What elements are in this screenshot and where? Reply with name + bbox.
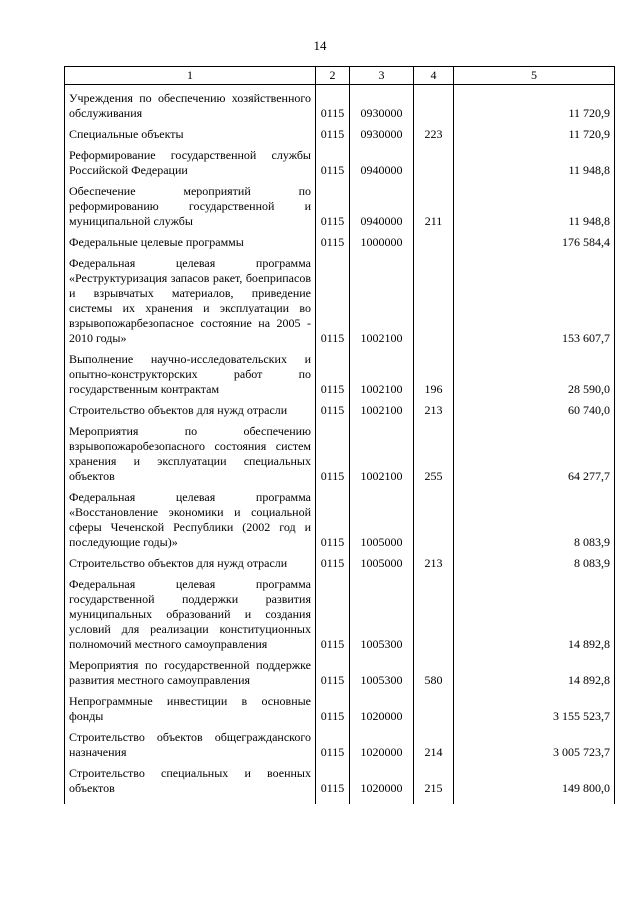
table-row	[65, 121, 615, 142]
amount-cell: 176 584,4	[454, 229, 615, 250]
section-code-cell: 0115	[316, 229, 350, 250]
item-name-cell: Учреждения по обеспечению хозяйственного обслуживания	[65, 85, 316, 122]
table-row	[65, 760, 615, 804]
expense-type-cell	[414, 229, 454, 250]
table-row	[65, 571, 615, 652]
expense-type-cell: 211	[414, 178, 454, 229]
section-code-cell: 0115	[316, 418, 350, 484]
amount-cell: 64 277,7	[454, 418, 615, 484]
target-article-cell: 1002100	[350, 346, 414, 397]
section-code-cell: 0115	[316, 178, 350, 229]
item-name-cell: Мероприятия по обеспечению взрывопожаробезопасного состояния систем хранения и эксплуатации специальных объектов	[65, 418, 316, 484]
section-code-cell: 0115	[316, 85, 350, 122]
target-article-cell: 1020000	[350, 724, 414, 760]
amount-cell: 8 083,9	[454, 484, 615, 550]
table-row	[65, 250, 615, 346]
section-code-cell: 0115	[316, 121, 350, 142]
expense-type-cell: 223	[414, 121, 454, 142]
amount-cell: 28 590,0	[454, 346, 615, 397]
amount-cell: 149 800,0	[454, 760, 615, 804]
column-header-3: 3	[350, 67, 414, 85]
target-article-cell: 0940000	[350, 142, 414, 178]
target-article-cell: 1020000	[350, 760, 414, 804]
expense-type-cell: 255	[414, 418, 454, 484]
expense-type-cell	[414, 85, 454, 122]
amount-cell: 14 892,8	[454, 652, 615, 688]
page-number: 14	[313, 38, 327, 53]
table-row	[65, 484, 615, 550]
table-row	[65, 418, 615, 484]
item-name-cell: Федеральная целевая программа государственной поддержки развития муниципальных образований и создания условий для реализации конституционных полномочий местного самоуправления	[65, 571, 316, 652]
table-row	[65, 142, 615, 178]
table-row	[65, 724, 615, 760]
amount-cell: 11 948,8	[454, 178, 615, 229]
target-article-cell: 1005000	[350, 550, 414, 571]
target-article-cell: 1002100	[350, 250, 414, 346]
amount-cell: 14 892,8	[454, 571, 615, 652]
target-article-cell: 1005300	[350, 652, 414, 688]
column-header-5: 5	[454, 67, 615, 85]
header-row	[65, 67, 615, 85]
expense-type-cell	[414, 250, 454, 346]
section-code-cell: 0115	[316, 724, 350, 760]
table-row	[65, 688, 615, 724]
table-row	[65, 397, 615, 418]
amount-cell: 3 005 723,7	[454, 724, 615, 760]
budget-table	[64, 66, 615, 804]
table-row	[65, 178, 615, 229]
section-code-cell: 0115	[316, 346, 350, 397]
expense-type-cell: 214	[414, 724, 454, 760]
table-row	[65, 85, 615, 122]
column-header-1: 1	[65, 67, 316, 85]
table-body	[65, 85, 615, 805]
section-code-cell: 0115	[316, 652, 350, 688]
table-row	[65, 346, 615, 397]
table-row	[65, 652, 615, 688]
expense-type-cell	[414, 484, 454, 550]
section-code-cell: 0115	[316, 142, 350, 178]
expense-type-cell: 213	[414, 550, 454, 571]
section-code-cell: 0115	[316, 250, 350, 346]
expense-type-cell: 215	[414, 760, 454, 804]
target-article-cell: 1002100	[350, 418, 414, 484]
item-name-cell: Мероприятия по государственной поддержке развития местного самоуправления	[65, 652, 316, 688]
item-name-cell: Федеральная целевая программа «Реструктуризация запасов ракет, боеприпасов и взрывчатых материалов, приведение системы их хранения и эксплуатации во взрывопожарбезопасное состояние на 2005 - 2010 годы»	[65, 250, 316, 346]
section-code-cell: 0115	[316, 484, 350, 550]
expense-type-cell	[414, 571, 454, 652]
item-name-cell: Строительство объектов для нужд отрасли	[65, 550, 316, 571]
amount-cell: 153 607,7	[454, 250, 615, 346]
section-code-cell: 0115	[316, 550, 350, 571]
target-article-cell: 0940000	[350, 178, 414, 229]
target-article-cell: 1005000	[350, 484, 414, 550]
section-code-cell: 0115	[316, 688, 350, 724]
target-article-cell: 1002100	[350, 397, 414, 418]
item-name-cell: Строительство объектов для нужд отрасли	[65, 397, 316, 418]
expense-type-cell	[414, 142, 454, 178]
target-article-cell: 1000000	[350, 229, 414, 250]
target-article-cell: 1020000	[350, 688, 414, 724]
target-article-cell: 0930000	[350, 85, 414, 122]
expense-type-cell: 196	[414, 346, 454, 397]
expense-type-cell	[414, 688, 454, 724]
section-code-cell: 0115	[316, 760, 350, 804]
target-article-cell: 0930000	[350, 121, 414, 142]
item-name-cell: Обеспечение мероприятий по реформированию государственной и муниципальной службы	[65, 178, 316, 229]
amount-cell: 8 083,9	[454, 550, 615, 571]
amount-cell: 11 720,9	[454, 121, 615, 142]
target-article-cell: 1005300	[350, 571, 414, 652]
item-name-cell: Реформирование государственной службы Российской Федерации	[65, 142, 316, 178]
item-name-cell: Строительство объектов общегражданского назначения	[65, 724, 316, 760]
amount-cell: 11 948,8	[454, 142, 615, 178]
section-code-cell: 0115	[316, 571, 350, 652]
column-header-2: 2	[316, 67, 350, 85]
item-name-cell: Федеральная целевая программа «Восстановление экономики и социальной сферы Чеченской Республики (2002 год и последующие годы)»	[65, 484, 316, 550]
column-header-4: 4	[414, 67, 454, 85]
expense-type-cell: 580	[414, 652, 454, 688]
table-row	[65, 229, 615, 250]
expense-type-cell: 213	[414, 397, 454, 418]
item-name-cell: Строительство специальных и военных объектов	[65, 760, 316, 804]
amount-cell: 11 720,9	[454, 85, 615, 122]
item-name-cell: Выполнение научно-исследовательских и опытно-конструкторских работ по государственным контрактам	[65, 346, 316, 397]
amount-cell: 60 740,0	[454, 397, 615, 418]
item-name-cell: Федеральные целевые программы	[65, 229, 316, 250]
item-name-cell: Непрограммные инвестиции в основные фонды	[65, 688, 316, 724]
table-row	[65, 550, 615, 571]
item-name-cell: Специальные объекты	[65, 121, 316, 142]
amount-cell: 3 155 523,7	[454, 688, 615, 724]
section-code-cell: 0115	[316, 397, 350, 418]
